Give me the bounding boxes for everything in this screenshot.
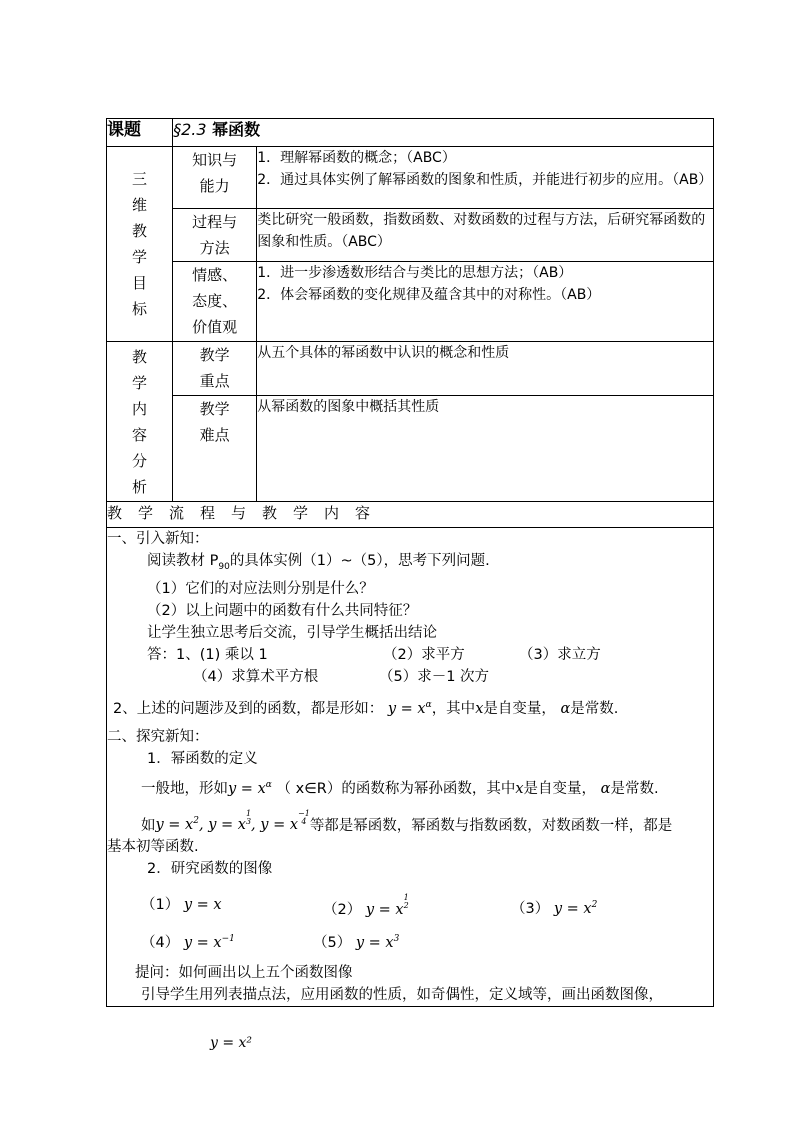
objectives-label-char: 维 [132, 196, 148, 214]
answer-3: （3）求立方 [519, 646, 601, 663]
function-1: （1） y = x [141, 897, 222, 914]
reading-instruction [107, 550, 713, 578]
definition-text-d: ）的函数称为幂孙函数，其中 [326, 780, 516, 797]
topic-title [173, 119, 714, 147]
lesson-body [107, 528, 714, 1007]
section-1-title: 一、引入新知： [107, 531, 209, 547]
process-label-line: 过程与 [192, 213, 238, 231]
examples-text [107, 810, 713, 837]
analysis-label-char: 学 [132, 373, 148, 392]
process-label-line: 方法 [199, 239, 230, 257]
attitude-content [257, 262, 714, 342]
reading-text-b: 的具体实例（1）~（5），思考下列问题. [229, 553, 490, 569]
topic-name: 幂函数 [212, 120, 261, 139]
formula-y-x-alpha: $y = x^\alpha$ [387, 699, 432, 717]
function-3: （3） $y = x^2$ [511, 900, 598, 918]
attitude-label [173, 262, 257, 342]
question-2: （2）以上问题中的函数有什么共同特征？ [147, 602, 418, 619]
question-1: （1）它们的对应法则分别是什么？ [147, 580, 374, 597]
analysis-label-char: 内 [132, 399, 148, 418]
objectives-group-label [107, 147, 173, 342]
topic-label: 课题 [107, 119, 173, 147]
process-label [173, 209, 257, 262]
key-points-label-line: 重点 [199, 372, 230, 390]
common-form-statement [107, 694, 713, 720]
graph-title: 2．研究函数的图像 [147, 861, 273, 878]
knowledge-label-line: 知识与 [192, 151, 238, 169]
attitude-line: 2．体会幂函数的变化规律及蕴含其中的对称性。（AB） [257, 287, 601, 303]
attitude-label-line: 态度、 [192, 292, 238, 310]
statement-text-d: 是常数. [570, 700, 619, 717]
difficulties-label-line: 难点 [199, 426, 230, 444]
difficulties-label [173, 396, 257, 502]
examples-text-b: 等都是幂函数，幂函数与指数函数，对数函数一样，都是 [309, 817, 673, 834]
knowledge-line: 1．理解幂函数的概念；（ABC） [257, 150, 456, 166]
var-alpha: α [600, 780, 611, 797]
function-5: （5） $y = x^3$ [313, 934, 400, 952]
objectives-label-char: 学 [132, 248, 148, 266]
definition-text-b: （ [276, 780, 291, 797]
knowledge-label-line: 能力 [199, 177, 230, 195]
definition-text-f: 是常数. [610, 780, 659, 797]
definition-text-a: 一般地，形如 [141, 780, 228, 797]
answer-5: （5）求－1 次方 [379, 668, 490, 685]
flow-header: 教学流程与教学内容 [107, 502, 714, 528]
knowledge-content [257, 147, 714, 209]
reading-text-a: 阅读教材 P [147, 553, 219, 569]
section-2-title: 二、探究新知： [107, 728, 209, 745]
difficulties-content: 从幂函数的图象中概括其性质 [257, 396, 714, 502]
objectives-label-char: 教 [132, 222, 148, 240]
analysis-label-char: 分 [132, 451, 148, 470]
definition-text [107, 774, 713, 800]
attitude-label-line: 情感、 [192, 266, 238, 284]
process-line: 类比研究一般函数，指数函数、对数函数的过程与方法，后研究幂函数的图象和性质。（ABC） [257, 212, 706, 250]
attitude-label-line: 价值观 [192, 318, 238, 336]
process-content [257, 209, 714, 262]
function-4: （4） $y = x^{-1}$ [141, 934, 235, 952]
knowledge-line: 2．通过具体实例了解幂函数的图象和性质，并能进行初步的应用。（AB） [257, 172, 713, 188]
answer-4: （4）求算术平方根 [193, 668, 319, 685]
examples-text-a: 如 [141, 817, 156, 834]
analysis-label-char: 容 [132, 425, 148, 444]
method-text: 引导学生用列表描点法，应用函数的性质，如奇偶性，定义域等，画出函数图像， [141, 987, 663, 1004]
objectives-label-char: 目 [132, 274, 148, 292]
trailing-formula: y = x² [210, 1035, 253, 1051]
var-x: x [515, 780, 524, 797]
graph-functions-row-1 [107, 884, 713, 920]
graph-functions-row-2 [107, 920, 713, 956]
definition-text-e: 是自变量， [523, 780, 597, 797]
objectives-label-char: 三 [132, 170, 148, 188]
statement-text-a: 2、上述的问题涉及到的函数，都是形如： [113, 700, 384, 717]
definition-domain: x∈R [295, 780, 327, 797]
question-prompt: 提问：如何画出以上五个函数图像 [135, 965, 353, 982]
key-points-label-line: 教学 [199, 346, 230, 364]
function-2: （2） y = x1 2 [323, 893, 409, 919]
formula-def: $y = x^\alpha$ [228, 779, 272, 797]
answer-2: （2）求平方 [383, 646, 465, 663]
key-points-label [173, 342, 257, 396]
analysis-label-char: 教 [132, 347, 148, 366]
answers-row-1 [107, 644, 713, 666]
analysis-group-label [107, 342, 173, 502]
guide-text: 让学生独立思考后交流，引导学生概括出结论 [147, 624, 437, 641]
key-points-content: 从五个具体的幂函数中认识的概念和性质 [257, 342, 714, 396]
examples-text-cont: 基本初等函数. [107, 839, 199, 856]
answers-row-2 [107, 666, 713, 690]
statement-text-b: ，其中 [431, 700, 476, 717]
attitude-line: 1．进一步渗透数形结合与类比的思想方法；（AB） [257, 265, 573, 281]
lesson-plan-table [106, 118, 714, 1007]
var-x: x [475, 700, 484, 717]
page-subscript: 90 [218, 561, 230, 572]
objectives-label-char: 标 [132, 300, 148, 318]
analysis-label-char: 析 [132, 477, 148, 496]
section-number: §2.3 [173, 120, 207, 139]
answer-1: 答：1、(1) 乘以 1 [147, 646, 268, 663]
difficulties-label-line: 教学 [199, 400, 230, 418]
example-formulas: $y = x^2$, y = x1 3, y = x−1 4 [155, 808, 310, 834]
var-alpha: α [560, 700, 571, 717]
definition-title: 1．幂函数的定义 [147, 750, 258, 767]
knowledge-label [173, 147, 257, 209]
statement-text-c: 是自变量， [483, 700, 556, 717]
